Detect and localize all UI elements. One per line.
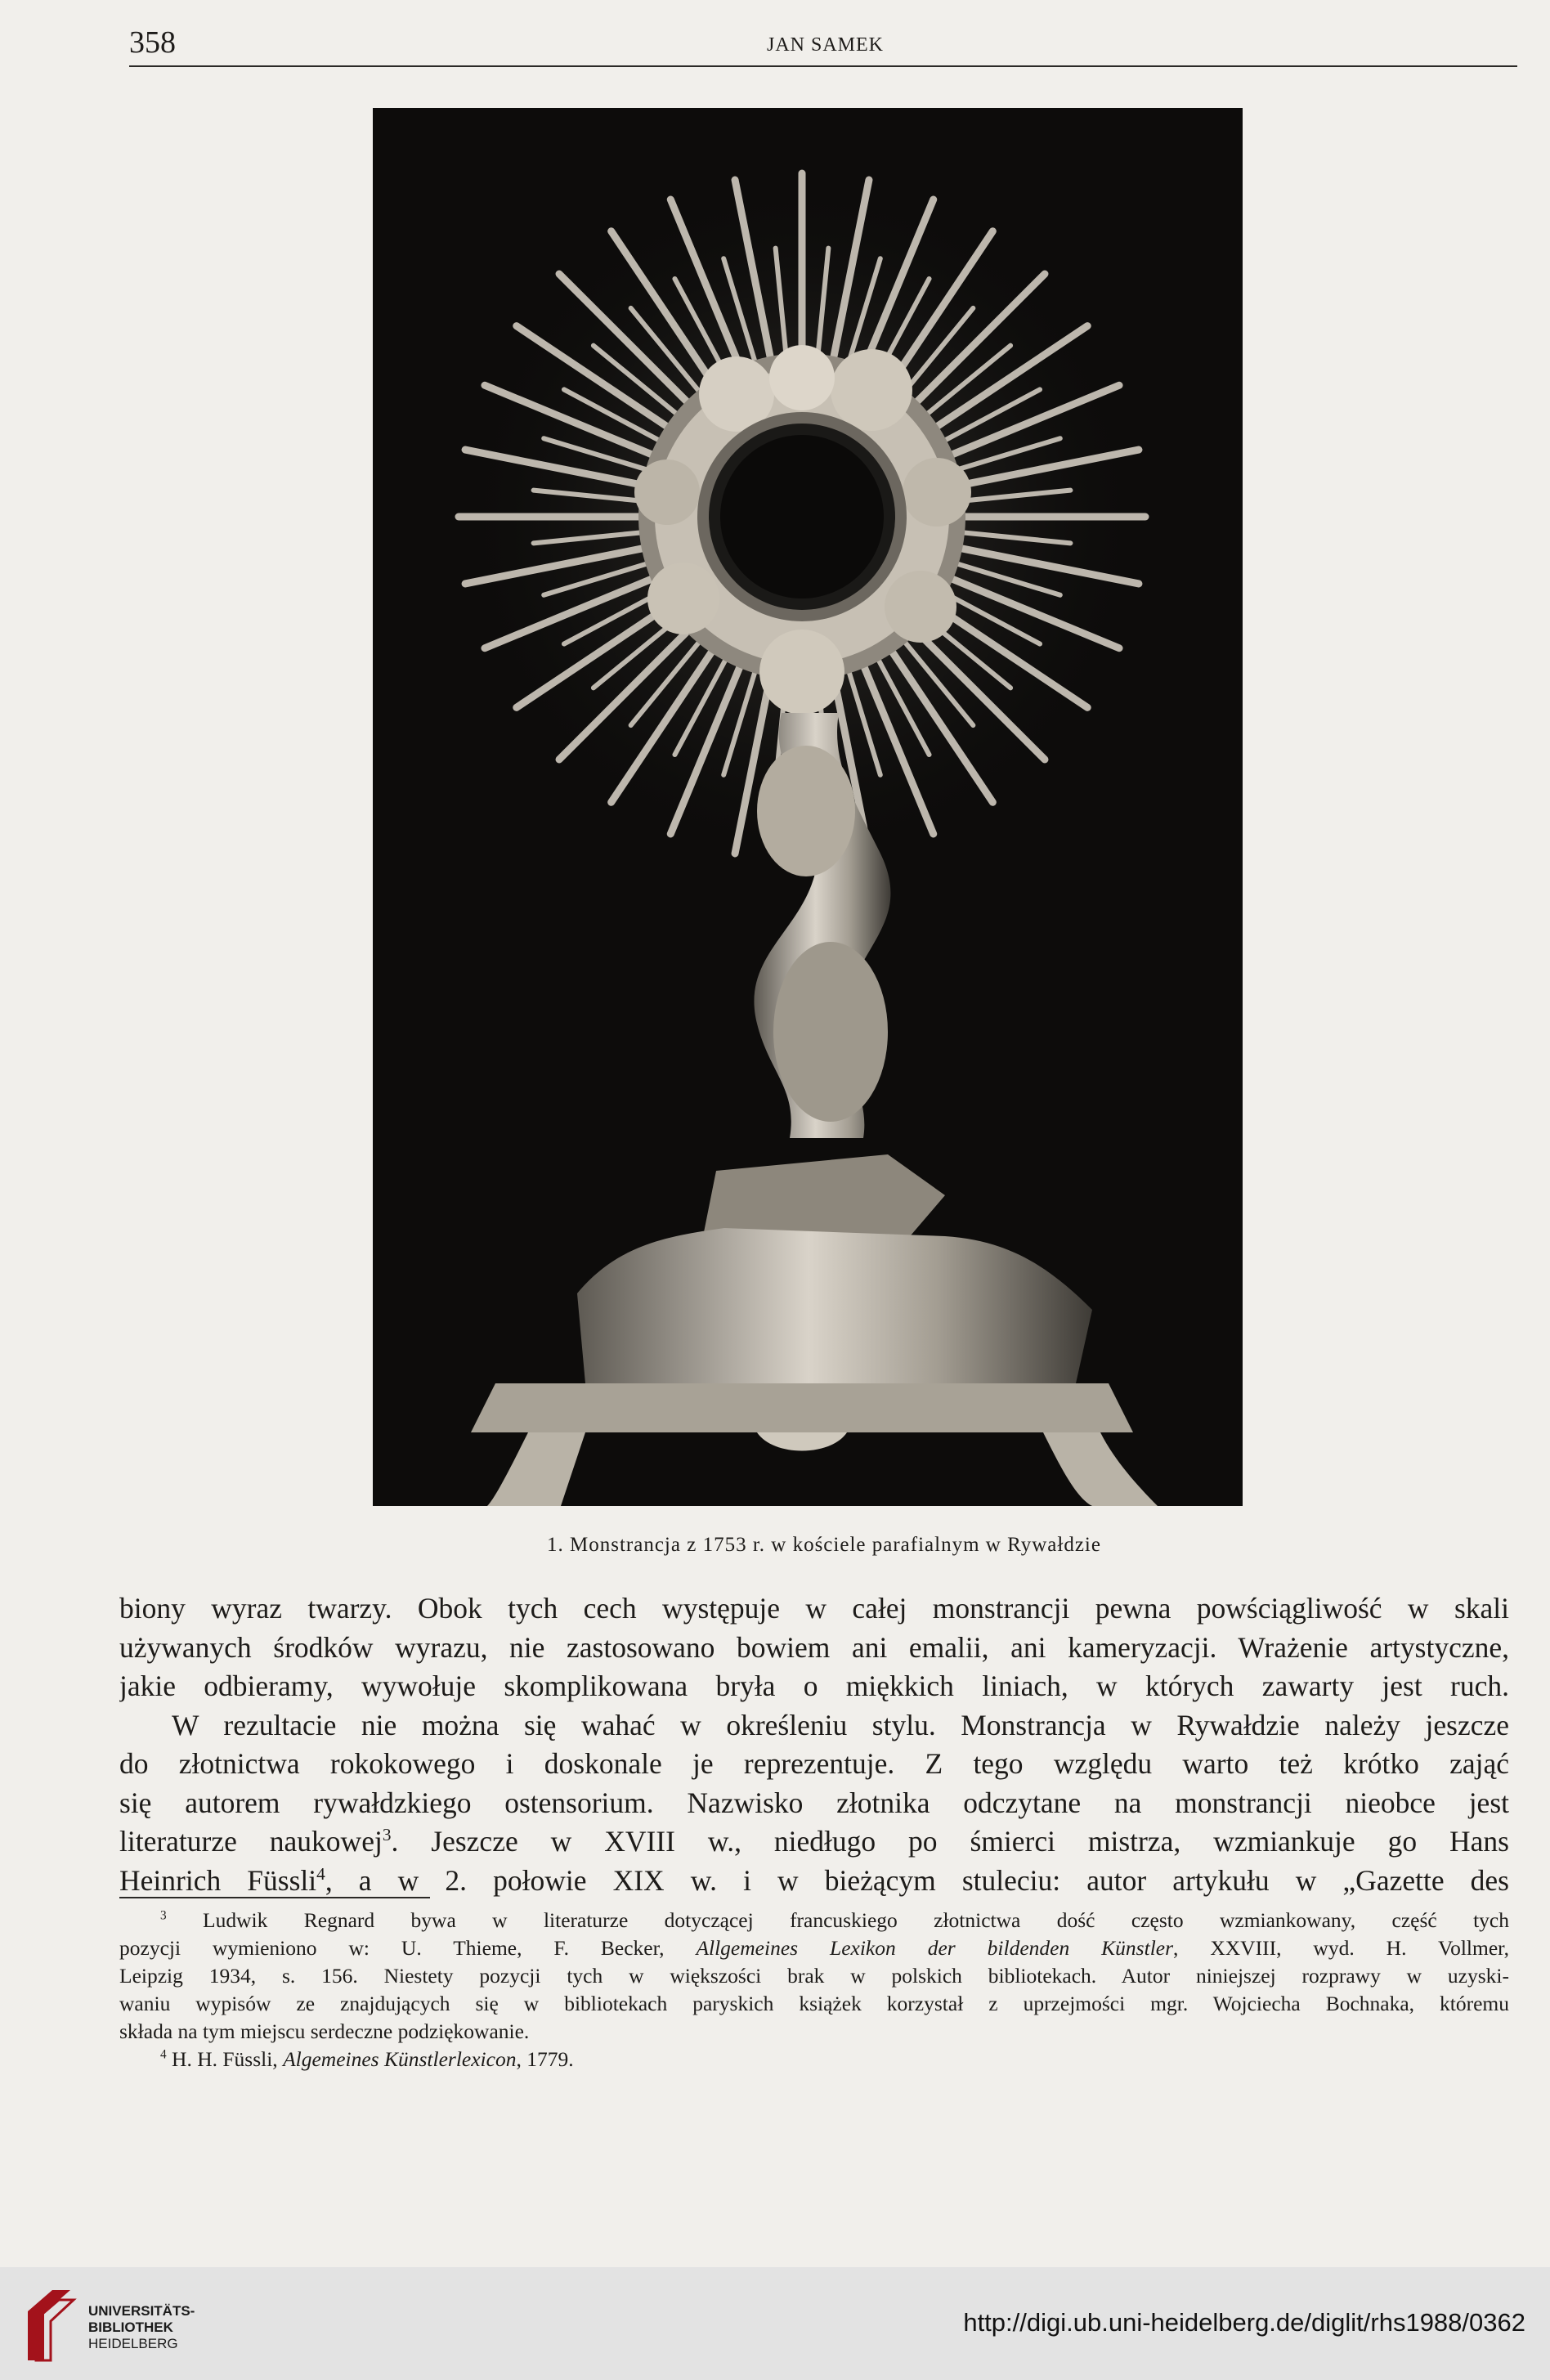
library-name: [88, 2303, 195, 2352]
footnote-line: składa na tym miejscu serdeczne podziękowanie.: [119, 2019, 530, 2043]
source-url-link[interactable]: http://digi.ub.uni-heidelberg.de/diglit/rhs1988/0362: [963, 2308, 1525, 2337]
footnote-text: pozycji wymieniono w: U. Thieme, F. Becker,: [119, 1936, 697, 1960]
text-fragment: Heinrich Füssli: [119, 1863, 317, 1897]
footnote-text: Ludwik Regnard bywa w literaturze dotyczącej francuskiego złotnictwa dość często wzmiankowany, część tych: [203, 1908, 1509, 1932]
footnotes: [119, 1907, 1509, 2073]
text-line: się autorem rywałdzkiego ostensorium. Nazwisko złotnika odczytane na monstrancji nieobce jest: [119, 1786, 1509, 1819]
footnote-line: [119, 1907, 1509, 1934]
page-number: 358: [129, 25, 176, 60]
monstrance-illustration: [373, 108, 1243, 1506]
footnote-line: [119, 2046, 1509, 2073]
footnote-line: waniu wypisów ze znajdujących się w bibliotekach paryskich książek korzystał z uprzejmości mgr. Wojciecha Bochnaka, któremu: [119, 1992, 1509, 2015]
footnote-number: 3: [160, 1908, 167, 1923]
footnote-rule: [119, 1897, 430, 1898]
footnote-marker: 3: [382, 1825, 392, 1845]
footer-bar: [0, 2267, 1550, 2380]
lunette-window: [697, 412, 907, 621]
text-line: [119, 1862, 1509, 1901]
library-name-line: BIBLIOTHEK: [88, 2319, 173, 2335]
text-fragment: , a w 2. połowie XIX w. i w bieżącym stuleciu: autor artykułu w „Gazette des: [325, 1863, 1509, 1897]
page-header: [129, 25, 1519, 64]
text-line: używanych środków wyrazu, nie zastosowano bowiem ani emalii, ani kameryzacji. Wrażenie artystyczne,: [119, 1630, 1509, 1664]
footnote-title: Algemeines Künstlerlexicon: [283, 2047, 517, 2071]
footnote-text: , 1779.: [516, 2047, 574, 2071]
text-line: jakie odbieramy, wywołuje skomplikowana bryła o miękkich liniach, w których zawarty jest ruch.: [119, 1670, 1509, 1702]
header-rule: [129, 65, 1517, 67]
text-fragment: literaturze naukowej: [119, 1825, 383, 1858]
library-name-line: UNIVERSITÄTS-: [88, 2303, 195, 2319]
footnote-title: Allgemeines Lexikon der bildenden Künstler: [696, 1936, 1174, 1960]
library-name-line: HEIDELBERG: [88, 2336, 178, 2351]
footnote-marker: 4: [316, 1863, 325, 1884]
text-fragment: . Jeszcze w XVIII w., niedługo po śmierci mistrza, wzmiankuje go Hans: [391, 1825, 1509, 1858]
footnote-line: Leipzig 1934, s. 156. Niestety pozycji tych w większości brak w polskich bibliotekach. Autor niniejszej rozprawy w uzyski-: [119, 1964, 1509, 1988]
text-line: W rezultacie nie można się wahać w określeniu stylu. Monstrancja w Rywałdzie należy jeszcze: [172, 1708, 1509, 1741]
footnote-text: , XXVIII, wyd. H. Vollmer,: [1173, 1936, 1509, 1960]
text-line: biony wyraz twarzy. Obok tych cech występuje w całej monstrancji pewna powściągliwość w skali: [119, 1592, 1509, 1625]
monstrance-photo: [373, 108, 1243, 1506]
library-logo-icon: [20, 2287, 77, 2362]
running-head: JAN SAMEK: [767, 34, 885, 56]
figure-caption: 1. Monstrancja z 1753 r. w kościele parafialnym w Rywałdzie: [547, 1534, 1101, 1556]
footnote-text: H. H. Füssli,: [172, 2047, 284, 2071]
text-line: [119, 1822, 1509, 1862]
footnote-line: [119, 1934, 1509, 1962]
text-line: do złotnictwa rokokowego i doskonale je reprezentuje. Z tego względu warto też krótko zająć: [119, 1747, 1509, 1780]
body-text: [119, 1589, 1509, 1900]
footnote-number: 4: [160, 2047, 167, 2062]
